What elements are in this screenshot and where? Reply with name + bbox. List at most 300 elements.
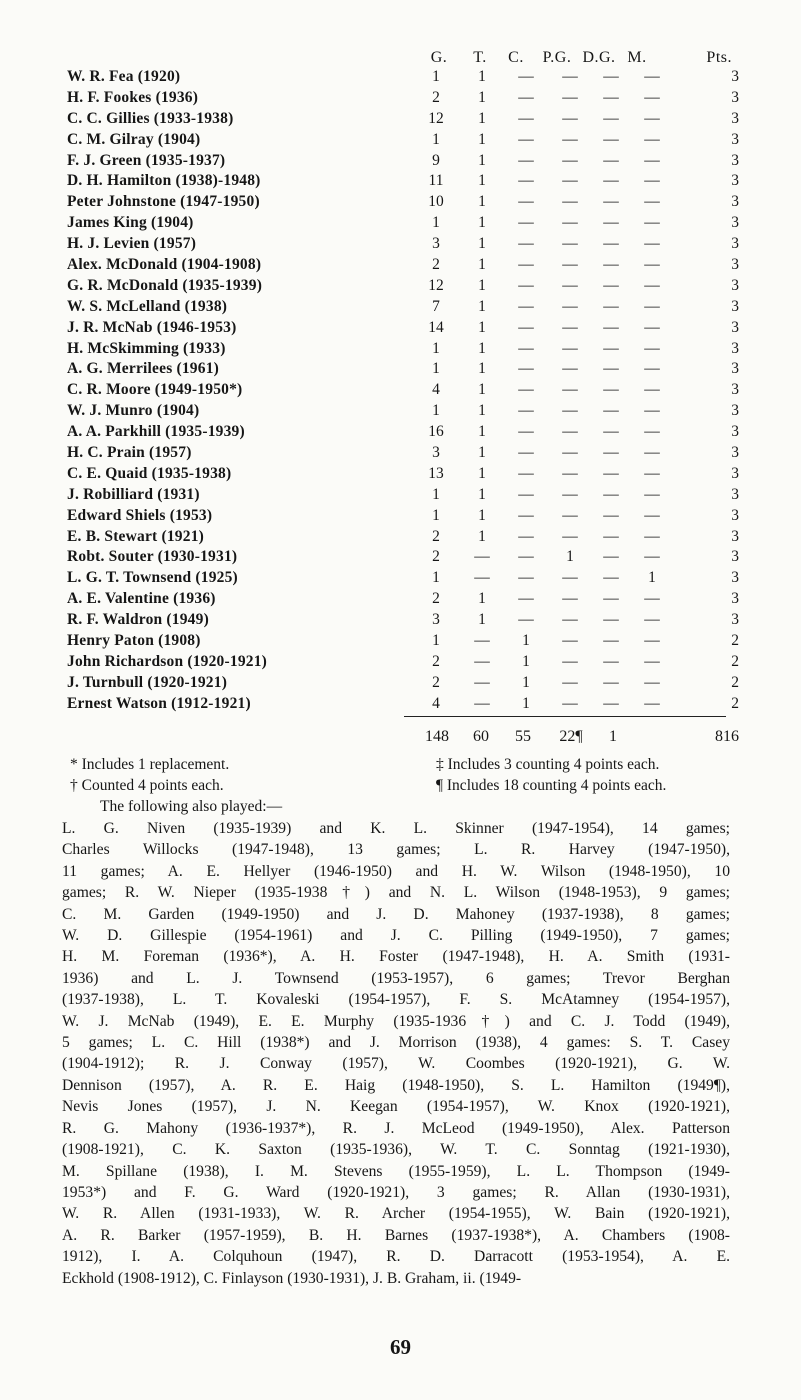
cell-marks: — (644, 402, 660, 420)
cell-drop-goals: — (603, 151, 619, 169)
cell-marks: — (644, 506, 660, 524)
cell-drop-goals: — (603, 172, 619, 190)
table-row (67, 443, 739, 464)
cell-points: 3 (731, 569, 739, 587)
cell-points: 3 (731, 214, 739, 232)
cell-tries: 1 (478, 130, 486, 148)
total-points: 816 (715, 728, 739, 745)
cell-marks: — (644, 673, 660, 691)
cell-penalty-goals: — (562, 109, 578, 127)
cell-goals: 11 (428, 172, 444, 190)
table-row (67, 213, 739, 234)
cell-conversions: — (518, 318, 534, 336)
cell-tries: 1 (478, 444, 486, 462)
cell-drop-goals: — (603, 423, 619, 441)
cell-marks: — (644, 694, 660, 712)
total-conversions: 55 (515, 728, 531, 745)
cell-penalty-goals: — (562, 360, 578, 378)
player-name: J. R. McNab (1946-1953) (67, 318, 237, 336)
cell-goals: 2 (432, 548, 440, 566)
cell-conversions: — (518, 423, 534, 441)
cell-marks: — (644, 632, 660, 650)
cell-drop-goals: — (603, 611, 619, 629)
cell-tries: 1 (478, 214, 486, 232)
cell-points: 3 (731, 444, 739, 462)
cell-conversions: — (518, 235, 534, 253)
table-row (67, 318, 739, 339)
cell-goals: 2 (432, 652, 440, 670)
cell-conversions: — (518, 402, 534, 420)
player-name: H. J. Levien (1957) (67, 235, 197, 253)
also-played-paragraph (62, 818, 730, 1289)
cell-tries: 1 (478, 464, 486, 482)
player-name: W. S. McLelland (1938) (67, 297, 228, 315)
cell-penalty-goals: — (562, 506, 578, 524)
player-name: J. Turnbull (1920-1921) (67, 673, 228, 691)
cell-points: 3 (731, 68, 739, 85)
cell-conversions: — (518, 590, 534, 608)
cell-goals: 1 (432, 130, 440, 148)
column-header-marks: M. (627, 49, 647, 66)
paragraph-line: (1904-1912); R. J. Conway (1957), W. Coombes (1920-1921), G. W. (62, 1055, 730, 1073)
total-drop-goals: 1 (609, 728, 617, 745)
player-name: Alex. McDonald (1904-1908) (67, 256, 262, 274)
table-row (67, 485, 739, 506)
cell-marks: — (644, 130, 660, 148)
paragraph-line: A. R. Barker (1957-1959), B. H. Barnes (1937-1938*), A. Chambers (1908- (62, 1226, 730, 1244)
table-row (67, 380, 739, 401)
cell-drop-goals: — (603, 381, 619, 399)
cell-marks: — (644, 360, 660, 378)
cell-marks: — (644, 109, 660, 127)
cell-marks: — (644, 235, 660, 253)
totals-row (67, 728, 739, 750)
player-name: James King (1904) (67, 214, 194, 232)
cell-penalty-goals: — (562, 632, 578, 650)
paragraph-line: games; R. W. Nieper (1935-1938†) and N. L. Wilson (1948-1953), 9 games; (62, 884, 730, 902)
paragraph-line: Dennison (1957), A. R. E. Haig (1948-1950), S. L. Hamilton (1949¶), (62, 1076, 730, 1094)
footnote-star: * Includes 1 replacement. (70, 756, 230, 773)
table-row (67, 589, 739, 610)
cell-points: 3 (731, 318, 739, 336)
cell-goals: 1 (432, 506, 440, 524)
cell-penalty-goals: — (562, 527, 578, 545)
cell-drop-goals: — (603, 590, 619, 608)
cell-penalty-goals: — (562, 172, 578, 190)
player-name: C. E. Quaid (1935-1938) (67, 464, 232, 482)
cell-penalty-goals: — (562, 235, 578, 253)
cell-goals: 1 (432, 402, 440, 420)
cell-penalty-goals: — (562, 318, 578, 336)
cell-drop-goals: — (603, 464, 619, 482)
cell-goals: 2 (432, 590, 440, 608)
cell-drop-goals: — (603, 193, 619, 211)
cell-drop-goals: — (603, 109, 619, 127)
table-row (67, 255, 739, 276)
paragraph-line: Eckhold (1908-1912), C. Finlayson (1930-1931), J. B. Graham, ii. (1949- (62, 1269, 522, 1287)
player-name: A. E. Valentine (1936) (67, 590, 216, 608)
paragraph-line: (1937-1938), L. T. Kovaleski (1954-1957), F. S. McAtamney (1954-1957), (62, 991, 730, 1009)
cell-goals: 4 (432, 694, 440, 712)
cell-drop-goals: — (603, 694, 619, 712)
cell-points: 3 (731, 109, 739, 127)
cell-points: 2 (731, 652, 739, 670)
cell-conversions: — (518, 193, 534, 211)
cell-points: 3 (731, 548, 739, 566)
cell-drop-goals: — (603, 632, 619, 650)
cell-goals: 2 (432, 88, 440, 106)
cell-goals: 12 (428, 276, 444, 294)
cell-penalty-goals: — (562, 590, 578, 608)
cell-penalty-goals: — (562, 569, 578, 587)
table-row (67, 506, 739, 527)
cell-marks: — (644, 381, 660, 399)
player-name: G. R. McDonald (1935-1939) (67, 276, 263, 294)
cell-tries: — (474, 548, 490, 566)
cell-marks: — (644, 151, 660, 169)
cell-conversions: — (518, 339, 534, 357)
cell-penalty-goals: — (562, 402, 578, 420)
cell-penalty-goals: — (562, 652, 578, 670)
cell-goals: 2 (432, 527, 440, 545)
player-name: D. H. Hamilton (1938)-1948) (67, 172, 261, 190)
cell-drop-goals: — (603, 673, 619, 691)
cell-drop-goals: — (603, 130, 619, 148)
cell-conversions: — (518, 151, 534, 169)
cell-penalty-goals: — (562, 193, 578, 211)
table-row (67, 547, 739, 568)
page-number: 69 (390, 1335, 411, 1359)
total-goals: 148 (425, 728, 449, 745)
cell-tries: 1 (478, 527, 486, 545)
cell-points: 3 (731, 402, 739, 420)
cell-tries: 1 (478, 339, 486, 357)
cell-points: 3 (731, 590, 739, 608)
cell-conversions: — (518, 297, 534, 315)
cell-points: 3 (731, 276, 739, 294)
cell-tries: — (474, 652, 490, 670)
cell-tries: 1 (478, 256, 486, 274)
paragraph-line: R. G. Mahony (1936-1937*), R. J. McLeod (1949-1950), Alex. Patterson (62, 1119, 730, 1137)
paragraph-line: 1912), I. A. Colquhoun (1947), R. D. Darracott (1953-1954), A. E. (62, 1248, 730, 1266)
cell-marks: — (644, 214, 660, 232)
cell-marks: — (644, 68, 660, 85)
cell-points: 3 (731, 423, 739, 441)
cell-points: 3 (731, 235, 739, 253)
cell-marks: — (644, 88, 660, 106)
table-row (67, 422, 739, 443)
cell-conversions: — (518, 381, 534, 399)
cell-tries: 1 (478, 68, 486, 85)
cell-marks: — (644, 611, 660, 629)
cell-marks: — (644, 172, 660, 190)
player-name: C. M. Gilray (1904) (67, 130, 201, 148)
column-header-tries: T. (473, 49, 487, 66)
totals-rule (404, 716, 726, 717)
cell-marks: 1 (648, 569, 656, 587)
cell-goals: 12 (428, 109, 444, 127)
cell-goals: 2 (432, 673, 440, 691)
table-row (67, 339, 739, 360)
player-name: C. R. Moore (1949-1950*) (67, 381, 243, 399)
cell-conversions: 1 (522, 673, 530, 691)
cell-marks: — (644, 339, 660, 357)
cell-marks: — (644, 464, 660, 482)
cell-penalty-goals: 1 (566, 548, 574, 566)
total-penalty-goals: 22¶ (559, 728, 583, 745)
cell-tries: 1 (478, 402, 486, 420)
cell-tries: 1 (478, 360, 486, 378)
cell-conversions: — (518, 109, 534, 127)
player-name: W. R. Fea (1920) (67, 68, 181, 85)
cell-points: 3 (731, 360, 739, 378)
cell-conversions: — (518, 527, 534, 545)
paragraph-line: W. J. McNab (1949), E. E. Murphy (1935-1936†) and C. J. Todd (1949), (62, 1012, 730, 1030)
paragraph-line: (1908-1921), C. K. Saxton (1935-1936), W. T. C. Sonntag (1921-1930), (62, 1141, 730, 1159)
cell-penalty-goals: — (562, 276, 578, 294)
cell-conversions: — (518, 548, 534, 566)
paragraph-line: W. D. Gillespie (1954-1961) and J. C. Pilling (1949-1950), 7 games; (62, 927, 730, 945)
table-row (67, 234, 739, 255)
cell-penalty-goals: — (562, 68, 578, 85)
cell-tries: 1 (478, 423, 486, 441)
cell-tries: 1 (478, 590, 486, 608)
cell-tries: 1 (478, 276, 486, 294)
cell-conversions: — (518, 360, 534, 378)
cell-goals: 1 (432, 632, 440, 650)
cell-goals: 9 (432, 151, 440, 169)
cell-goals: 3 (432, 611, 440, 629)
cell-points: 3 (731, 151, 739, 169)
cell-drop-goals: — (603, 297, 619, 315)
table-row (67, 652, 739, 673)
cell-goals: 14 (428, 318, 444, 336)
paragraph-line: 5 games; L. C. Hill (1938*) and J. Morrison (1938), 4 games: S. T. Casey (62, 1034, 730, 1052)
player-name: Edward Shiels (1953) (67, 506, 213, 524)
cell-points: 2 (731, 632, 739, 650)
table-row (67, 297, 739, 318)
paragraph-line: 1953*) and F. G. Ward (1920-1921), 3 games; R. Allan (1930-1931), (62, 1183, 730, 1201)
player-name: L. G. T. Townsend (1925) (67, 569, 238, 587)
cell-penalty-goals: — (562, 297, 578, 315)
cell-tries: — (474, 673, 490, 691)
cell-points: 3 (731, 339, 739, 357)
cell-penalty-goals: — (562, 88, 578, 106)
cell-marks: — (644, 485, 660, 503)
table-row (67, 694, 739, 715)
cell-penalty-goals: — (562, 673, 578, 691)
cell-conversions: — (518, 130, 534, 148)
cell-drop-goals: — (603, 652, 619, 670)
cell-tries: 1 (478, 297, 486, 315)
cell-tries: — (474, 632, 490, 650)
table-row (67, 88, 739, 109)
cell-drop-goals: — (603, 214, 619, 232)
cell-penalty-goals: — (562, 444, 578, 462)
cell-goals: 1 (432, 339, 440, 357)
cell-penalty-goals: — (562, 694, 578, 712)
player-name: J. Robilliard (1931) (67, 485, 200, 503)
cell-goals: 1 (432, 360, 440, 378)
footnote-ddagger: ‡ Includes 3 counting 4 points each. (436, 756, 660, 773)
paragraph-line: Charles Willocks (1947-1948), 13 games; L. R. Harvey (1947-1950), (62, 841, 730, 859)
cell-penalty-goals: — (562, 130, 578, 148)
player-name: H. C. Prain (1957) (67, 444, 192, 462)
cell-drop-goals: — (603, 548, 619, 566)
cell-conversions: — (518, 214, 534, 232)
player-name: Robt. Souter (1930-1931) (67, 548, 238, 566)
footnote-dagger: † Counted 4 points each. (70, 777, 224, 794)
cell-conversions: — (518, 506, 534, 524)
cell-tries: 1 (478, 88, 486, 106)
paragraph-line: 11 games; A. E. Hellyer (1946-1950) and H. W. Wilson (1948-1950), 10 (62, 862, 730, 880)
paragraph-line: H. M. Foreman (1936*), A. H. Foster (1947-1948), H. A. Smith (1931- (62, 948, 730, 966)
cell-tries: — (474, 569, 490, 587)
table-row (67, 401, 739, 422)
cell-drop-goals: — (603, 318, 619, 336)
cell-conversions: 1 (522, 632, 530, 650)
player-name: W. J. Munro (1904) (67, 402, 200, 420)
cell-marks: — (644, 590, 660, 608)
cell-points: 3 (731, 297, 739, 315)
cell-marks: — (644, 318, 660, 336)
table-row (67, 192, 739, 213)
cell-drop-goals: — (603, 256, 619, 274)
table-row (67, 67, 739, 88)
player-table (67, 67, 739, 715)
cell-marks: — (644, 256, 660, 274)
cell-tries: 1 (478, 151, 486, 169)
total-tries: 60 (473, 728, 489, 745)
cell-conversions: — (518, 256, 534, 274)
cell-drop-goals: — (603, 569, 619, 587)
cell-points: 3 (731, 130, 739, 148)
table-row (67, 464, 739, 485)
paragraph-line: 1936) and L. J. Townsend (1953-1957), 6 games; Trevor Berghan (62, 969, 730, 987)
cell-goals: 13 (428, 464, 444, 482)
cell-penalty-goals: — (562, 611, 578, 629)
cell-conversions: — (518, 276, 534, 294)
paragraph-line: W. R. Allen (1931-1933), W. R. Archer (1954-1955), W. Bain (1920-1921), (62, 1205, 730, 1223)
player-name: H. McSkimming (1933) (67, 339, 226, 357)
paragraph-line: Nevis Jones (1957), J. N. Keegan (1954-1957), W. Knox (1920-1921), (62, 1098, 730, 1116)
player-name: E. B. Stewart (1921) (67, 527, 205, 545)
column-header-penalty-goals: P.G. (542, 49, 572, 66)
table-row (67, 631, 739, 652)
cell-tries: 1 (478, 485, 486, 503)
cell-drop-goals: — (603, 235, 619, 253)
player-name: A. A. Parkhill (1935-1939) (67, 423, 245, 441)
cell-drop-goals: — (603, 360, 619, 378)
cell-points: 3 (731, 485, 739, 503)
player-name: A. G. Merrilees (1961) (67, 360, 220, 378)
cell-drop-goals: — (603, 402, 619, 420)
player-name: H. F. Fookes (1936) (67, 88, 199, 106)
table-row (67, 673, 739, 694)
footnote-pilcrow: ¶ Includes 18 counting 4 points each. (436, 777, 667, 794)
cell-tries: 1 (478, 611, 486, 629)
cell-points: 2 (731, 673, 739, 691)
table-row (67, 130, 739, 151)
column-header-goals: G. (430, 49, 448, 66)
cell-goals: 10 (428, 193, 444, 211)
cell-points: 3 (731, 88, 739, 106)
cell-marks: — (644, 548, 660, 566)
paragraph-line: L. G. Niven (1935-1939) and K. L. Skinner (1947-1954), 14 games; (62, 820, 730, 837)
table-row (67, 568, 739, 589)
cell-drop-goals: — (603, 527, 619, 545)
table-row (67, 151, 739, 172)
cell-goals: 1 (432, 68, 440, 85)
cell-penalty-goals: — (562, 381, 578, 399)
cell-points: 3 (731, 611, 739, 629)
table-row (67, 527, 739, 548)
cell-goals: 1 (432, 214, 440, 232)
cell-penalty-goals: — (562, 214, 578, 232)
cell-points: 3 (731, 193, 739, 211)
column-header-points: Pts. (706, 49, 732, 66)
cell-drop-goals: — (603, 485, 619, 503)
cell-drop-goals: — (603, 68, 619, 85)
cell-marks: — (644, 527, 660, 545)
cell-penalty-goals: — (562, 423, 578, 441)
cell-conversions: 1 (522, 694, 530, 712)
cell-conversions: — (518, 68, 534, 85)
cell-conversions: — (518, 172, 534, 190)
cell-conversions: — (518, 611, 534, 629)
cell-conversions: — (518, 444, 534, 462)
table-row (67, 171, 739, 192)
cell-penalty-goals: — (562, 151, 578, 169)
player-name: F. J. Green (1935-1937) (67, 151, 226, 169)
cell-penalty-goals: — (562, 256, 578, 274)
table-row (67, 610, 739, 631)
player-name: C. C. Gillies (1933-1938) (67, 109, 234, 127)
cell-marks: — (644, 276, 660, 294)
cell-penalty-goals: — (562, 339, 578, 357)
table-row (67, 109, 739, 130)
paragraph-line: M. Spillane (1938), I. M. Stevens (1955-1959), L. L. Thompson (1949- (62, 1162, 730, 1180)
cell-marks: — (644, 423, 660, 441)
cell-tries: 1 (478, 193, 486, 211)
cell-points: 3 (731, 464, 739, 482)
cell-marks: — (644, 297, 660, 315)
cell-drop-goals: — (603, 444, 619, 462)
cell-tries: 1 (478, 109, 486, 127)
column-header-conversions: C. (508, 49, 524, 66)
cell-drop-goals: — (603, 88, 619, 106)
cell-conversions: — (518, 464, 534, 482)
cell-marks: — (644, 444, 660, 462)
cell-conversions: — (518, 569, 534, 587)
column-header-drop-goals: D.G. (582, 49, 616, 66)
cell-goals: 1 (432, 485, 440, 503)
cell-conversions: — (518, 485, 534, 503)
cell-goals: 1 (432, 569, 440, 587)
cell-tries: 1 (478, 318, 486, 336)
cell-tries: 1 (478, 172, 486, 190)
cell-tries: 1 (478, 506, 486, 524)
cell-tries: 1 (478, 235, 486, 253)
player-name: John Richardson (1920-1921) (67, 652, 268, 670)
cell-marks: — (644, 193, 660, 211)
cell-points: 2 (731, 694, 739, 712)
player-name: Peter Johnstone (1947-1950) (67, 193, 260, 211)
cell-marks: — (644, 652, 660, 670)
cell-drop-goals: — (603, 276, 619, 294)
player-name: Ernest Watson (1912-1921) (67, 694, 251, 712)
cell-points: 3 (731, 381, 739, 399)
